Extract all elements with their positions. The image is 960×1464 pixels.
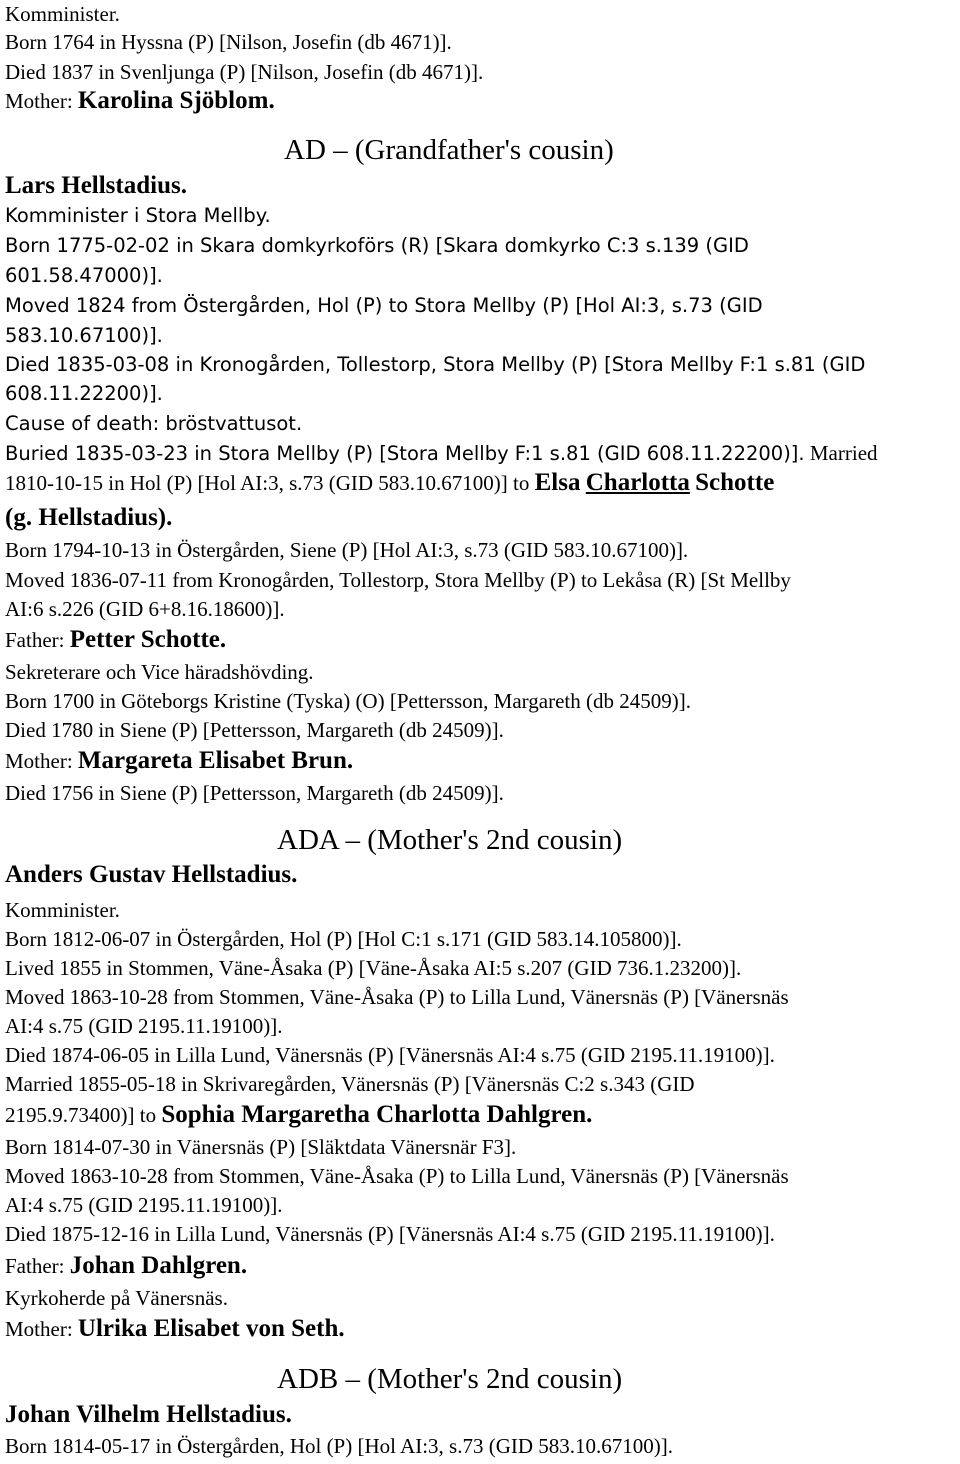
cause-of-death-line: Cause of death: bröstvattusot. — [5, 412, 303, 435]
section-heading-adb: ADB – (Mother's 2nd cousin) — [277, 1363, 623, 1395]
spouse-birth-line: Born 1794-10-13 in Östergården, Siene (P) [Hol AI:3, s.73 (GID 583.10.67100)]. — [5, 538, 689, 562]
occupation-line: Komminister. — [5, 2, 120, 26]
father-line — [5, 1253, 247, 1279]
birth-line: Born 1764 in Hyssna (P) [Nilson, Josefin (db 4671)]. — [5, 30, 452, 54]
spouse-first-name: Elsa — [534, 469, 581, 496]
mother-name: Karolina Sjöblom. — [77, 87, 275, 114]
mother-name: Ulrika Elisabet von Seth. — [77, 1315, 345, 1342]
spouse-moved-line-cont: AI:4 s.75 (GID 2195.11.19100)]. — [5, 1193, 283, 1217]
birth-line: Born 1812-06-07 in Östergården, Hol (P) [Hol C:1 s.171 (GID 583.14.105800)]. — [5, 927, 682, 951]
mother-death-line: Died 1756 in Siene (P) [Pettersson, Margareth (db 24509)]. — [5, 781, 504, 805]
spouse-moved-line-cont: AI:6 s.226 (GID 6+8.16.18600)]. — [5, 597, 285, 621]
moved-line-cont: 583.10.67100)]. — [5, 324, 163, 347]
mother-label: Mother: — [5, 749, 73, 773]
occupation-line: Komminister. — [5, 898, 120, 922]
father-name: Petter Schotte. — [69, 626, 227, 653]
person-name: Lars Hellstadius. — [5, 172, 187, 199]
moved-line-cont: AI:4 s.75 (GID 2195.11.19100)]. — [5, 1014, 283, 1038]
death-line: Died 1835-03-08 in Kronogården, Tollestorp, Stora Mellby (P) [Stora Mellby F:1 s.81 (GID — [5, 353, 866, 376]
married-word: Married — [809, 441, 878, 465]
burial-text: Buried 1835-03-23 in Stora Mellby (P) [Stora Mellby F:1 s.81 (GID 608.11.22200)]. — [5, 442, 805, 465]
occupation-line: Komminister i Stora Mellby. — [5, 204, 271, 227]
birth-line-cont: 601.58.47000)]. — [5, 264, 163, 287]
person-name: Johan Vilhelm Hellstadius. — [5, 1401, 292, 1428]
father-birth-line: Born 1700 in Göteborgs Kristine (Tyska) (O) [Pettersson, Margareth (db 24509)]. — [5, 689, 691, 713]
marriage-text: 1810-10-15 in Hol (P) [Hol AI:3, s.73 (GID 583.10.67100)] to — [5, 471, 530, 495]
spouse-death-line: Died 1875-12-16 in Lilla Lund, Vänersnäs (P) [Vänersnäs AI:4 s.75 (GID 2195.11.19100)]. — [5, 1222, 775, 1246]
spouse-name: Sophia Margaretha Charlotta Dahlgren. — [161, 1101, 593, 1128]
marriage-line-cont — [5, 1102, 592, 1128]
death-line: Died 1837 in Svenljunga (P) [Nilson, Josefin (db 4671)]. — [5, 60, 484, 84]
death-line: Died 1874-06-05 in Lilla Lund, Vänersnäs (P) [Vänersnäs AI:4 s.75 (GID 2195.11.19100)]. — [5, 1043, 775, 1067]
spouse-called-name: Charlotta — [585, 469, 690, 496]
burial-line — [5, 440, 878, 467]
spouse-surname: Schotte — [695, 469, 775, 496]
spouse-birth-line: Born 1814-07-30 in Vänersnäs (P) [Släktdata Vänersnär F3]. — [5, 1135, 517, 1159]
marriage-line: Married 1855-05-18 in Skrivaregården, Vänersnäs (P) [Vänersnäs C:2 s.343 (GID — [5, 1072, 695, 1096]
death-line-cont: 608.11.22200)]. — [5, 382, 163, 405]
mother-line — [5, 1316, 345, 1342]
marriage-line — [5, 470, 774, 496]
father-name: Johan Dahlgren. — [69, 1252, 248, 1279]
father-line — [5, 627, 226, 653]
mother-line — [5, 88, 275, 114]
mother-name: Margareta Elisabet Brun. — [77, 747, 354, 774]
father-label: Father: — [5, 1254, 65, 1278]
birth-line: Born 1775-02-02 in Skara domkyrkoförs (R) [Skara domkyrko C:3 s.139 (GID — [5, 234, 749, 257]
father-occupation-line: Sekreterare och Vice häradshövding. — [5, 660, 314, 684]
father-label: Father: — [5, 628, 65, 652]
spouse-moved-line: Moved 1836-07-11 from Kronogården, Tollestorp, Stora Mellby (P) to Lekåsa (R) [St Mellby — [5, 568, 791, 592]
marriage-text: 2195.9.73400)] to — [5, 1103, 157, 1127]
mother-label: Mother: — [5, 1317, 73, 1341]
moved-line: Moved 1824 from Östergården, Hol (P) to Stora Mellby (P) [Hol AI:3, s.73 (GID — [5, 294, 763, 317]
moved-line: Moved 1863-10-28 from Stommen, Väne-Åsaka (P) to Lilla Lund, Vänersnäs (P) [Vänersnäs — [5, 985, 789, 1009]
section-heading-ad: AD – (Grandfather's cousin) — [284, 134, 614, 166]
father-occupation-line: Kyrkoherde på Vänersnäs. — [5, 1286, 228, 1310]
father-death-line: Died 1780 in Siene (P) [Pettersson, Margareth (db 24509)]. — [5, 718, 504, 742]
section-heading-ada: ADA – (Mother's 2nd cousin) — [277, 824, 623, 856]
lived-line: Lived 1855 in Stommen, Väne-Åsaka (P) [Väne-Åsaka AI:5 s.207 (GID 736.1.23200)]. — [5, 956, 742, 980]
person-name: Anders Gustav Hellstadius. — [5, 861, 298, 888]
mother-label: Mother: — [5, 89, 73, 113]
spouse-maiden-name: (g. Hellstadius). — [5, 504, 173, 531]
mother-line — [5, 748, 353, 774]
birth-line: Born 1814-05-17 in Östergården, Hol (P) [Hol AI:3, s.73 (GID 583.10.67100)]. — [5, 1434, 674, 1458]
spouse-moved-line: Moved 1863-10-28 from Stommen, Väne-Åsaka (P) to Lilla Lund, Vänersnäs (P) [Vänersnäs — [5, 1164, 789, 1188]
